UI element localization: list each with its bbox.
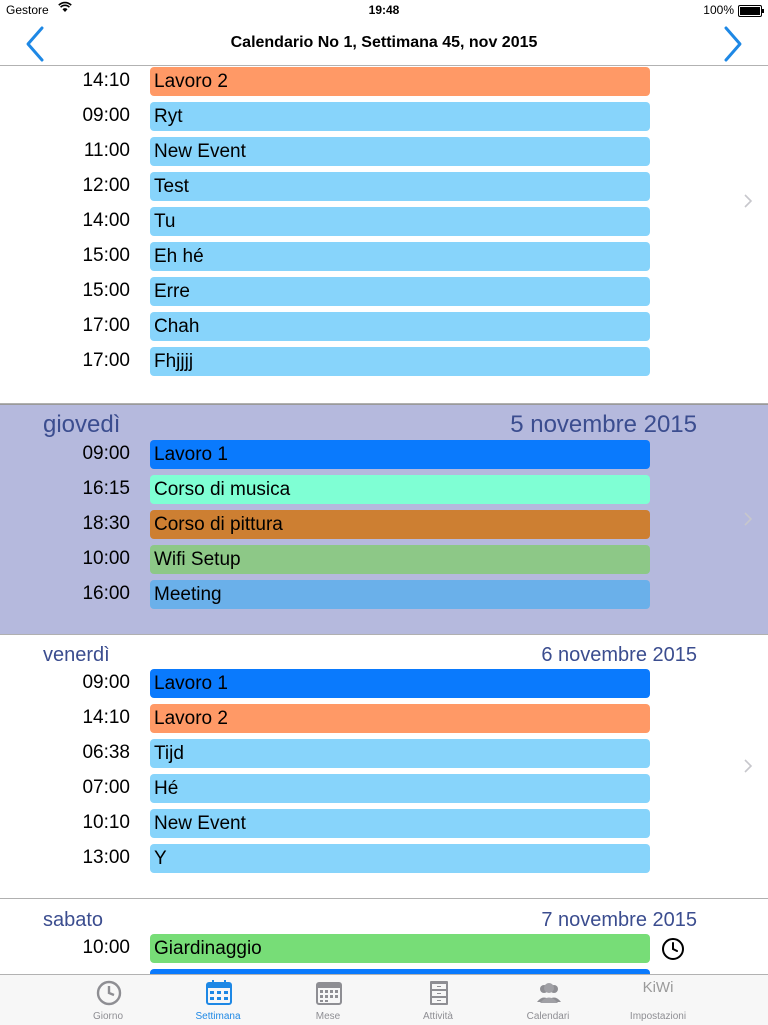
people-icon: [535, 980, 563, 1006]
tab-giorno[interactable]: [53, 975, 163, 1025]
tab-calendari[interactable]: [493, 975, 603, 1025]
event-time: 09:00: [82, 443, 130, 464]
battery-icon: [738, 5, 762, 17]
event-row[interactable]: [0, 807, 700, 842]
day-date: 7 novembre 2015: [541, 909, 697, 931]
status-bar: [0, 0, 768, 20]
event-time: 09:00: [82, 672, 130, 693]
day-section-wednesday[interactable]: [0, 66, 768, 404]
event-time: 11:00: [83, 140, 130, 161]
chevron-right-icon: [716, 24, 746, 64]
month-calendar-icon: [315, 980, 343, 1006]
day-date: 5 novembre 2015: [510, 411, 697, 438]
chevron-right-icon: [742, 191, 754, 211]
event-row[interactable]: [0, 170, 700, 205]
day-header: [0, 634, 768, 670]
event-time: 12:00: [82, 175, 130, 196]
navigation-bar: [0, 20, 768, 66]
event-title: Corso di musica: [150, 475, 650, 504]
event-row[interactable]: [0, 543, 700, 578]
status-time: 19:48: [368, 3, 400, 17]
tab-bar: [0, 974, 768, 1025]
event-title: Ryt: [150, 102, 650, 131]
battery-percentage: 100%: [703, 3, 734, 17]
event-time: 09:00: [82, 105, 130, 126]
event-title: Eh hé: [150, 242, 650, 271]
event-time: 14:10: [82, 707, 130, 728]
tab-label: Impostazioni: [629, 1011, 687, 1022]
tab-attivita[interactable]: [383, 975, 493, 1025]
event-time: 10:00: [82, 548, 130, 569]
next-week-button[interactable]: [716, 24, 746, 64]
day-name: sabato: [43, 909, 104, 931]
event-time: 17:00: [82, 350, 130, 371]
event-row[interactable]: [0, 135, 700, 170]
event-title: Meeting: [150, 580, 650, 609]
event-title: Hé: [150, 774, 650, 803]
event-time: 17:00: [82, 315, 130, 336]
event-row[interactable]: [0, 205, 700, 240]
event-time: 16:00: [82, 583, 130, 604]
day-section-thursday[interactable]: [0, 404, 768, 635]
event-row[interactable]: [0, 667, 700, 702]
event-title: Corso di pittura: [150, 510, 650, 539]
alarm-clock-icon: [661, 937, 685, 961]
tab-label: Settimana: [195, 1011, 241, 1022]
event-time: 06:38: [82, 742, 130, 763]
event-row[interactable]: [0, 345, 700, 380]
chevron-right-icon: [742, 756, 754, 776]
tab-label: Calendari: [526, 1011, 570, 1022]
event-title: Lavoro 1: [150, 440, 650, 469]
day-header: [0, 899, 768, 935]
page-title: Calendario No 1, Settimana 45, nov 2015: [230, 34, 538, 51]
event-time: 13:00: [82, 847, 130, 868]
clock-icon: [95, 980, 123, 1006]
event-row[interactable]: [0, 240, 700, 275]
chevron-right-icon: [742, 509, 754, 529]
day-date: 6 novembre 2015: [541, 644, 697, 666]
week-list[interactable]: [0, 66, 768, 974]
day-header: [0, 405, 768, 441]
event-title: Lavoro 2: [150, 704, 650, 733]
day-name: venerdì: [43, 644, 110, 666]
event-time: 07:00: [82, 777, 130, 798]
carrier-name: Gestore: [6, 3, 49, 17]
event-title: Lavoro 2: [150, 67, 650, 96]
tab-label: Attività: [422, 1011, 453, 1022]
event-title: Chah: [150, 312, 650, 341]
event-row[interactable]: [0, 932, 700, 967]
event-row[interactable]: [0, 438, 700, 473]
event-title: Fhjjjj: [150, 347, 650, 376]
event-title: New Event: [150, 137, 650, 166]
day-section-saturday[interactable]: [0, 899, 768, 974]
event-row[interactable]: [0, 702, 700, 737]
event-row[interactable]: [0, 508, 700, 543]
event-row[interactable]: [0, 310, 700, 345]
event-title: Tijd: [150, 739, 650, 768]
event-row[interactable]: [0, 275, 700, 310]
event-time: 14:10: [82, 70, 130, 91]
event-row[interactable]: [0, 100, 700, 135]
event-time: 18:30: [82, 513, 130, 534]
day-name: giovedì: [43, 411, 121, 438]
event-row[interactable]: [0, 578, 700, 613]
event-title: Lavoro 1: [150, 669, 650, 698]
event-title: New Event: [150, 809, 650, 838]
event-time: 10:00: [82, 937, 130, 958]
tab-mese[interactable]: [273, 975, 383, 1025]
tab-impostazioni[interactable]: [603, 975, 713, 1025]
week-calendar-icon: [205, 980, 233, 1006]
event-title: Y: [150, 844, 650, 873]
event-row[interactable]: [0, 737, 700, 772]
event-title: Test: [150, 172, 650, 201]
event-title: Erre: [150, 277, 650, 306]
event-time: 15:00: [82, 280, 130, 301]
kiwi-text-icon: KiWi: [642, 979, 674, 996]
tab-settimana[interactable]: [163, 975, 273, 1025]
event-row[interactable]: [0, 842, 700, 877]
day-section-friday[interactable]: [0, 634, 768, 899]
event-title: Wifi Setup: [150, 545, 650, 574]
event-row[interactable]: [0, 66, 700, 100]
event-title: Giardinaggio: [150, 934, 650, 963]
event-time: 16:15: [82, 478, 130, 499]
tasks-cabinet-icon: [425, 980, 453, 1006]
event-time: 15:00: [82, 245, 130, 266]
event-time: 10:10: [82, 812, 130, 833]
tab-label: Giorno: [92, 1011, 123, 1022]
event-row[interactable]: [0, 772, 700, 807]
event-time: 14:00: [82, 210, 130, 231]
tab-label: Mese: [315, 1011, 341, 1022]
event-row[interactable]: [0, 473, 700, 508]
event-row[interactable]: [0, 967, 700, 974]
event-title: Tu: [150, 207, 650, 236]
